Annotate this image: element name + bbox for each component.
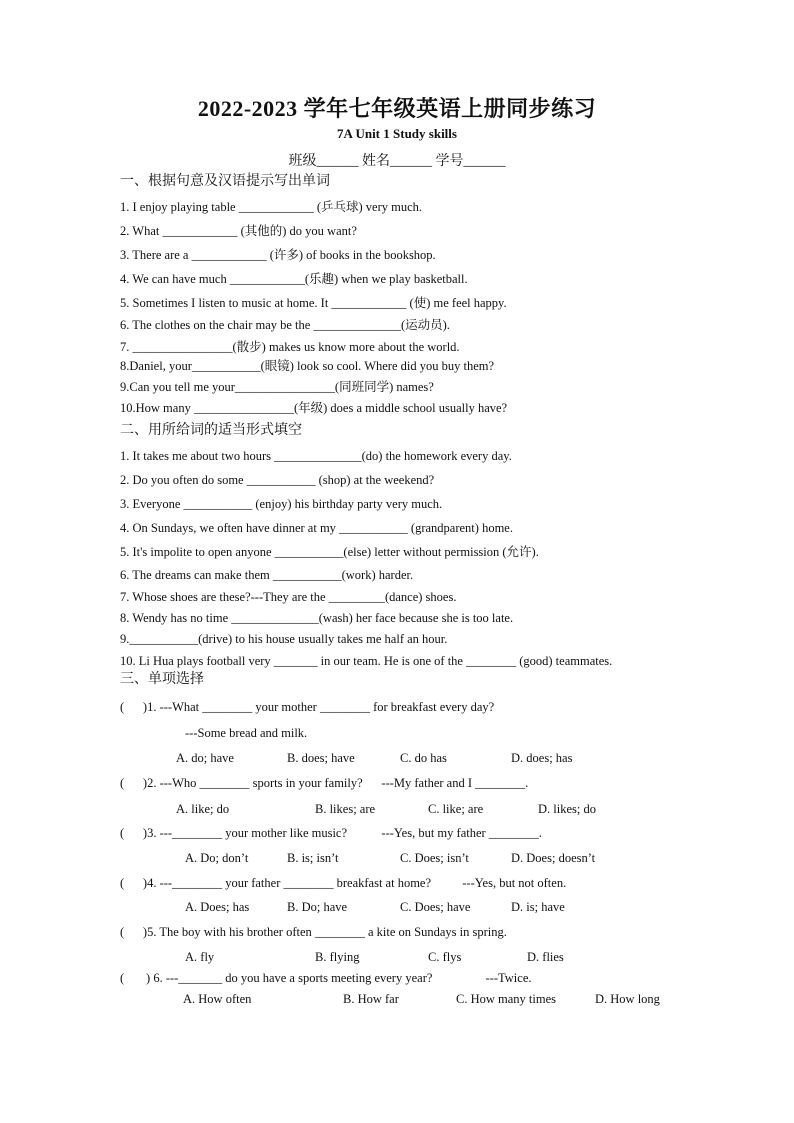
section1-item: 7. ________________(散步) makes us know more about the world. xyxy=(120,340,460,354)
section1-item: 8.Daniel, your___________(眼镜) look so cool. Where did you buy them? xyxy=(120,359,495,373)
option-d: D. likes; do xyxy=(538,802,596,816)
question-stem: ( )1. ---What ________ your mother ________ for breakfast every day? xyxy=(120,700,495,714)
option-c: C. like; are xyxy=(428,802,484,816)
option-a: A. fly xyxy=(185,950,215,964)
option-c: C. do has xyxy=(400,751,447,765)
option-d: D. How long xyxy=(595,992,660,1006)
option-a: A. Do; don’t xyxy=(185,851,249,865)
question-stem: ( )3. ---________ your mother like music? ---Yes, but my father ________. xyxy=(120,826,542,840)
section2-heading: 二、用所给词的适当形式填空 xyxy=(120,423,302,438)
option-b: B. does; have xyxy=(287,751,355,765)
section3-heading: 三、单项选择 xyxy=(120,672,204,687)
option-a: A. How often xyxy=(183,992,252,1006)
section1-item: 1. I enjoy playing table ____________ (乒乓球) very much. xyxy=(120,200,423,214)
section1-item: 6. The clothes on the chair may be the ______________(运动员). xyxy=(120,318,450,332)
option-c: C. How many times xyxy=(456,992,556,1006)
option-b: B. How far xyxy=(343,992,399,1006)
option-c: C. Does; have xyxy=(400,900,471,914)
option-c: C. flys xyxy=(428,950,462,964)
question-dialog: ---Some bread and milk. xyxy=(185,726,308,740)
option-a: A. like; do xyxy=(176,802,230,816)
section2-item: 7. Whose shoes are these?---They are the _________(dance) shoes. xyxy=(120,590,457,604)
question-stem: ( )5. The boy with his brother often ________ a kite on Sundays in spring. xyxy=(120,925,507,939)
question-stem: ( )2. ---Who ________ sports in your family? ---My father and I ________. xyxy=(120,776,529,790)
option-b: B. Do; have xyxy=(287,900,348,914)
section2-item: 6. The dreams can make them ___________(work) harder. xyxy=(120,568,414,582)
option-b: B. is; isn’t xyxy=(287,851,339,865)
option-a: A. do; have xyxy=(176,751,234,765)
option-d: D. Does; doesn’t xyxy=(511,851,596,865)
section2-item: 10. Li Hua plays football very _______ in our team. He is one of the ________ (good) teammates. xyxy=(120,654,613,668)
section2-item: 1. It takes me about two hours ______________(do) the homework every day. xyxy=(120,449,512,463)
page-subtitle: 7A Unit 1 Study skills xyxy=(337,126,457,141)
section1-item: 4. We can have much ____________(乐趣) when we play basketball. xyxy=(120,272,468,286)
section1-item: 10.How many ________________(年级) does a middle school usually have? xyxy=(120,401,508,415)
section2-item: 5. It's impolite to open anyone ___________(else) letter without permission (允许). xyxy=(120,545,539,559)
page-title: 2022-2023 学年七年级英语上册同步练习 xyxy=(197,96,597,121)
section1-item: 3. There are a ____________ (许多) of books in the bookshop. xyxy=(120,248,436,262)
option-a: A. Does; has xyxy=(185,900,250,914)
section2-item: 3. Everyone ___________ (enjoy) his birthday party very much. xyxy=(120,497,443,511)
section1-item: 2. What ____________ (其他的) do you want? xyxy=(120,224,357,238)
option-d: D. does; has xyxy=(511,751,573,765)
question-stem: ( ) 6. ---_______ do you have a sports meeting every year? ---Twice. xyxy=(120,971,532,985)
option-d: D. flies xyxy=(527,950,564,964)
section2-item: 9.___________(drive) to his house usually takes me half an hour. xyxy=(120,632,448,646)
section2-item: 4. On Sundays, we often have dinner at my ___________ (grandparent) home. xyxy=(120,521,513,535)
option-b: B. likes; are xyxy=(315,802,376,816)
option-b: B. flying xyxy=(315,950,360,964)
option-c: C. Does; isn’t xyxy=(400,851,469,865)
section1-item: 9.Can you tell me your________________(同班同学) names? xyxy=(120,380,434,394)
question-stem: ( )4. ---________ your father ________ breakfast at home? ---Yes, but not often. xyxy=(120,876,567,890)
section1-item: 5. Sometimes I listen to music at home. It ____________ (使) me feel happy. xyxy=(120,296,507,310)
section2-item: 2. Do you often do some ___________ (shop) at the weekend? xyxy=(120,473,435,487)
student-info: 班级______ 姓名______ 学号______ xyxy=(288,154,506,169)
section1-heading: 一、根据句意及汉语提示写出单词 xyxy=(120,174,330,189)
section2-item: 8. Wendy has no time ______________(wash) her face because she is too late. xyxy=(120,611,514,625)
option-d: D. is; have xyxy=(511,900,565,914)
